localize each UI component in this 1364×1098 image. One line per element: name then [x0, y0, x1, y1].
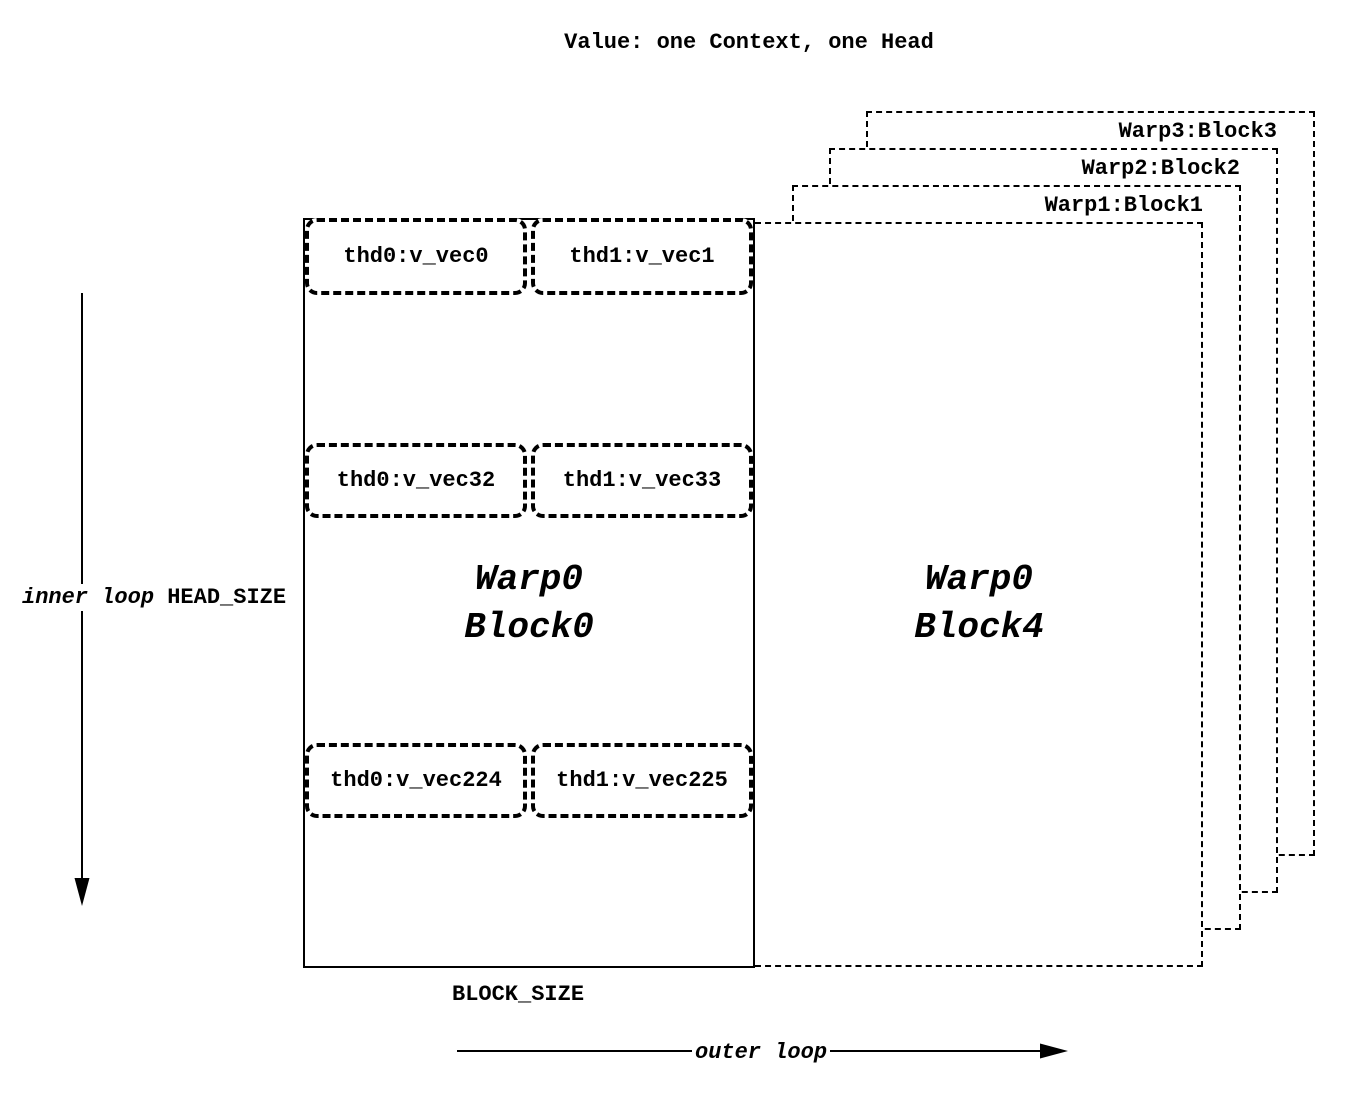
block-size-label: BLOCK_SIZE: [452, 982, 585, 1007]
thread-vector-label: thd1:v_vec33: [562, 468, 722, 493]
head-size-text: HEAD_SIZE: [167, 585, 287, 610]
outer-loop-label: outer loop: [692, 1040, 830, 1065]
thread-vector-cell: [531, 218, 753, 295]
warp0-label: Warp0: [474, 559, 584, 600]
thread-vector-cell: [531, 443, 753, 518]
inner-loop-head-size-label: [20, 584, 288, 611]
warp3-block3-label: Warp3:Block3: [1118, 119, 1277, 144]
block4-label: Block4: [914, 607, 1044, 648]
warp1-block1-label: Warp1:Block1: [1044, 193, 1203, 218]
thread-vector-cell: [305, 743, 527, 818]
diagram-title: Value: one Context, one Head: [564, 30, 934, 55]
thread-vector-label: thd0:v_vec32: [336, 468, 496, 493]
thread-vector-cell: [305, 443, 527, 518]
thread-vector-label: thd0:v_vec224: [330, 768, 502, 793]
thread-vector-label: thd1:v_vec1: [569, 244, 715, 269]
thread-vector-cell: [531, 743, 753, 818]
warp2-block2-label: Warp2:Block2: [1081, 156, 1240, 181]
block0-label: Block0: [464, 607, 594, 648]
warp0-block4-title: [755, 556, 1203, 652]
warp0-label: Warp0: [924, 559, 1034, 600]
thread-vector-label: thd0:v_vec0: [343, 244, 489, 269]
thread-vector-cell: [305, 218, 527, 295]
thread-vector-label: thd1:v_vec225: [556, 768, 728, 793]
warp0-block0-title: [303, 556, 755, 652]
inner-loop-text: inner loop: [22, 585, 155, 610]
